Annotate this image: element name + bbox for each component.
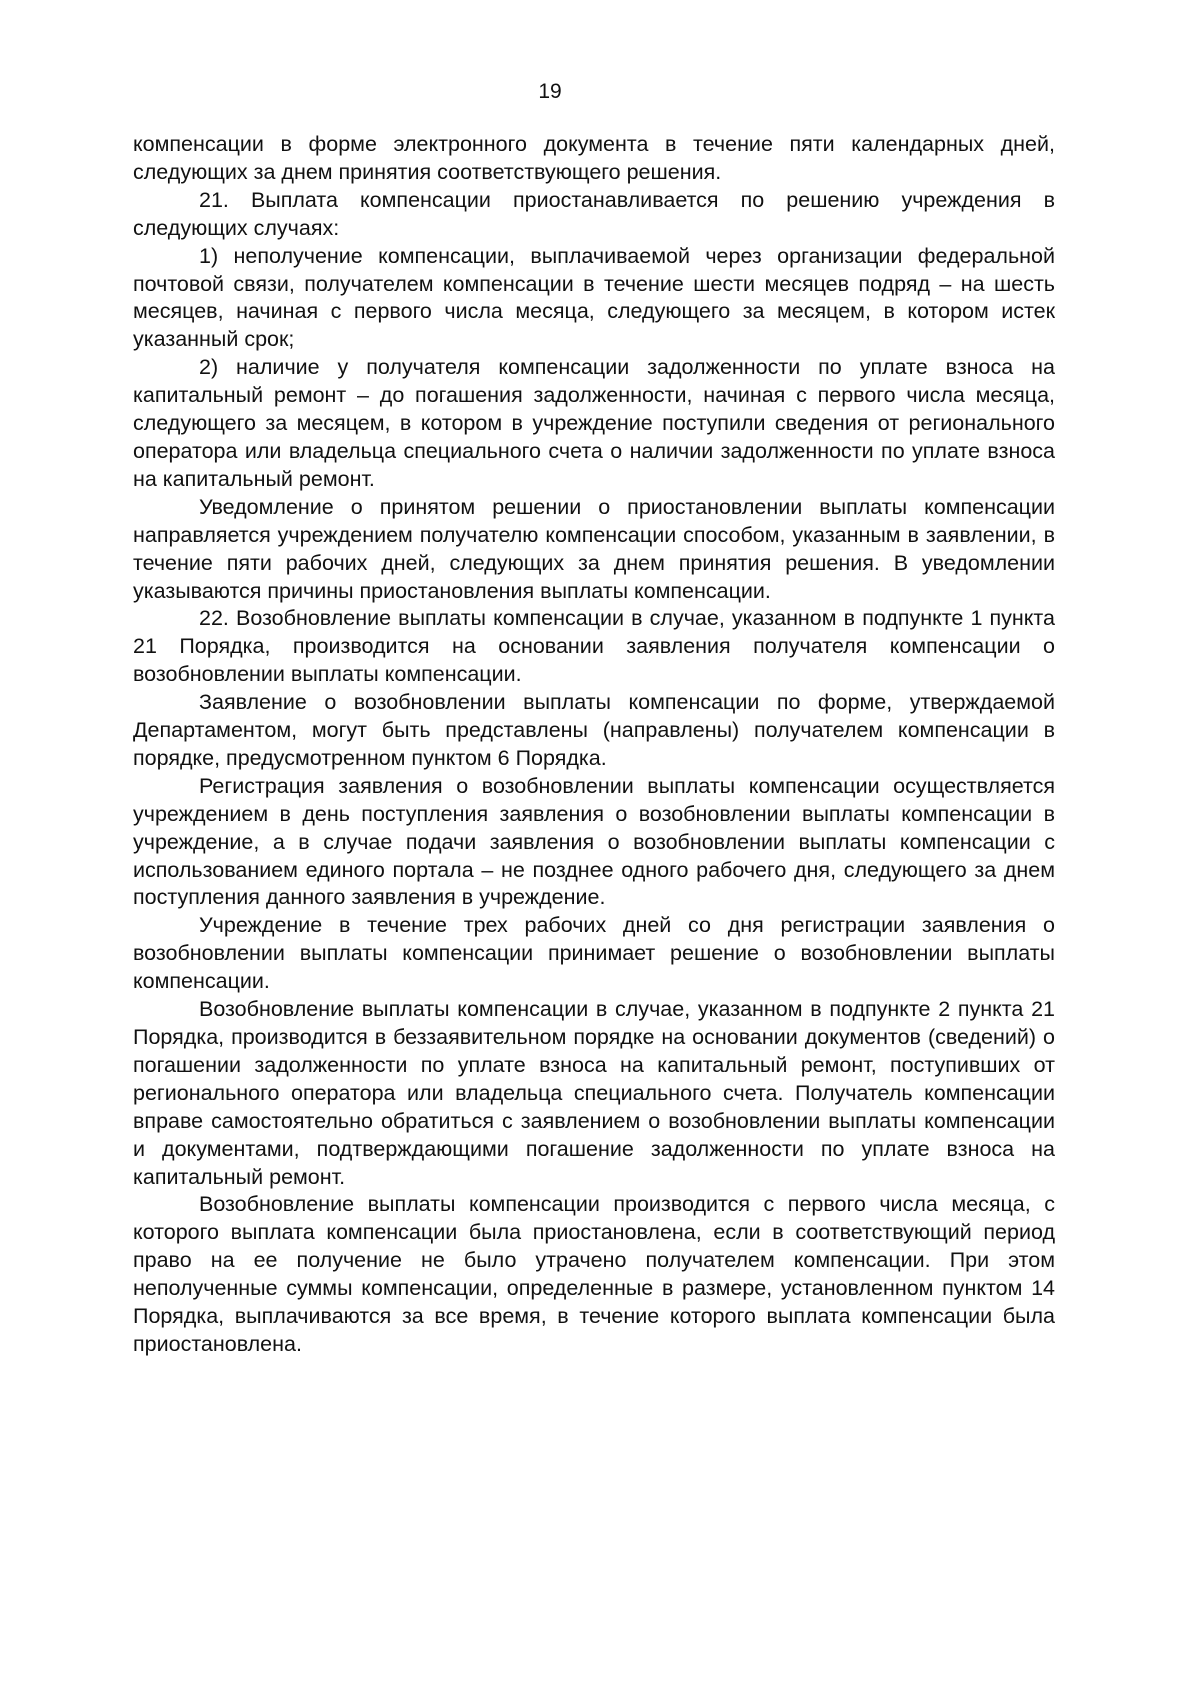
paragraph-application-form: Заявление о возобновлении выплаты компенсации по форме, утверждаемой Департаментом, могут быть представлены (направлены) получателем компенсации в порядке, предусмотренном пунктом 6 Порядка.	[133, 690, 1055, 770]
paragraph-suspension-notice: Уведомление о принятом решении о приостановлении выплаты компенсации направляется учреждением получателю компенсации способом, указанным в заявлении, в течение пяти рабочих дней, следующих за днем принятия решения. В уведомлении указываются причины приостановления выплаты компенсации.	[133, 494, 1055, 603]
paragraph-decision: Учреждение в течение трех рабочих дней со дня регистрации заявления о возобновлении выплаты компенсации принимает решение о возобновлении выплаты компенсации.	[133, 913, 1055, 994]
document-body	[133, 131, 1055, 1359]
paragraph-continuation: компенсации в форме электронного документа в течение пяти календарных дней, следующих за днем принятия соответствующего решения.	[133, 132, 1055, 184]
paragraph-item-22: 22. Возобновление выплаты компенсации в случае, указанном в подпункте 1 пункта 21 Порядка, производится на основании заявления получателя компенсации о возобновлении выплаты компенсации.	[133, 606, 1055, 687]
page-number: 19	[538, 80, 562, 103]
paragraph-subitem-2: 2) наличие у получателя компенсации задолженности по уплате взноса на капитальный ремонт – до погашения задолженности, начиная с первого числа месяца, следующего за месяцем, в котором в учреждение поступили сведения от регионального оператора или владельца специального счета о наличии задолженности по уплате взноса на капитальный ремонт.	[133, 355, 1055, 491]
paragraph-resumption-period: Возобновление выплаты компенсации производится с первого числа месяца, с которого выплата компенсации была приостановлена, если в соответствующий период право на ее получение не было утрачено получателем компенсации. При этом неполученные суммы компенсации, определенные в размере, установленном пунктом 14 Порядка, выплачиваются за все время, в течение которого выплата компенсации была приостановлена.	[133, 1192, 1055, 1356]
paragraph-subitem-1: 1) неполучение компенсации, выплачиваемой через организации федеральной почтовой связи, получателем компенсации в течение шести месяцев подряд – на шесть месяцев, начиная с первого числа месяца, следующего за месяцем, в котором истек указанный срок;	[133, 243, 1055, 352]
paragraph-registration: Регистрация заявления о возобновлении выплаты компенсации осуществляется учреждением в день поступления заявления о возобновлении выплаты компенсации в учреждение, а в случае подачи заявления о возобновлении выплаты компенсации с использованием единого портала – не позднее одного рабочего дня, следующего за днем поступления данного заявления в учреждение.	[133, 773, 1055, 910]
paragraph-resumption-subitem-2: Возобновление выплаты компенсации в случае, указанном в подпункте 2 пункта 21 Порядка, производится в беззаявительном порядке на основании документов (сведений) о погашении задолженности по уплате взноса на капитальный ремонт, поступивших от регионального оператора или владельца специального счета. Получатель компенсации вправе самостоятельно обратиться с заявлением о возобновлении выплаты компенсации и документами, подтверждающими погашение задолженности по уплате взноса на капитальный ремонт.	[133, 997, 1055, 1189]
paragraph-item-21: 21. Выплата компенсации приостанавливается по решению учреждения в следующих случаях:	[133, 187, 1055, 240]
